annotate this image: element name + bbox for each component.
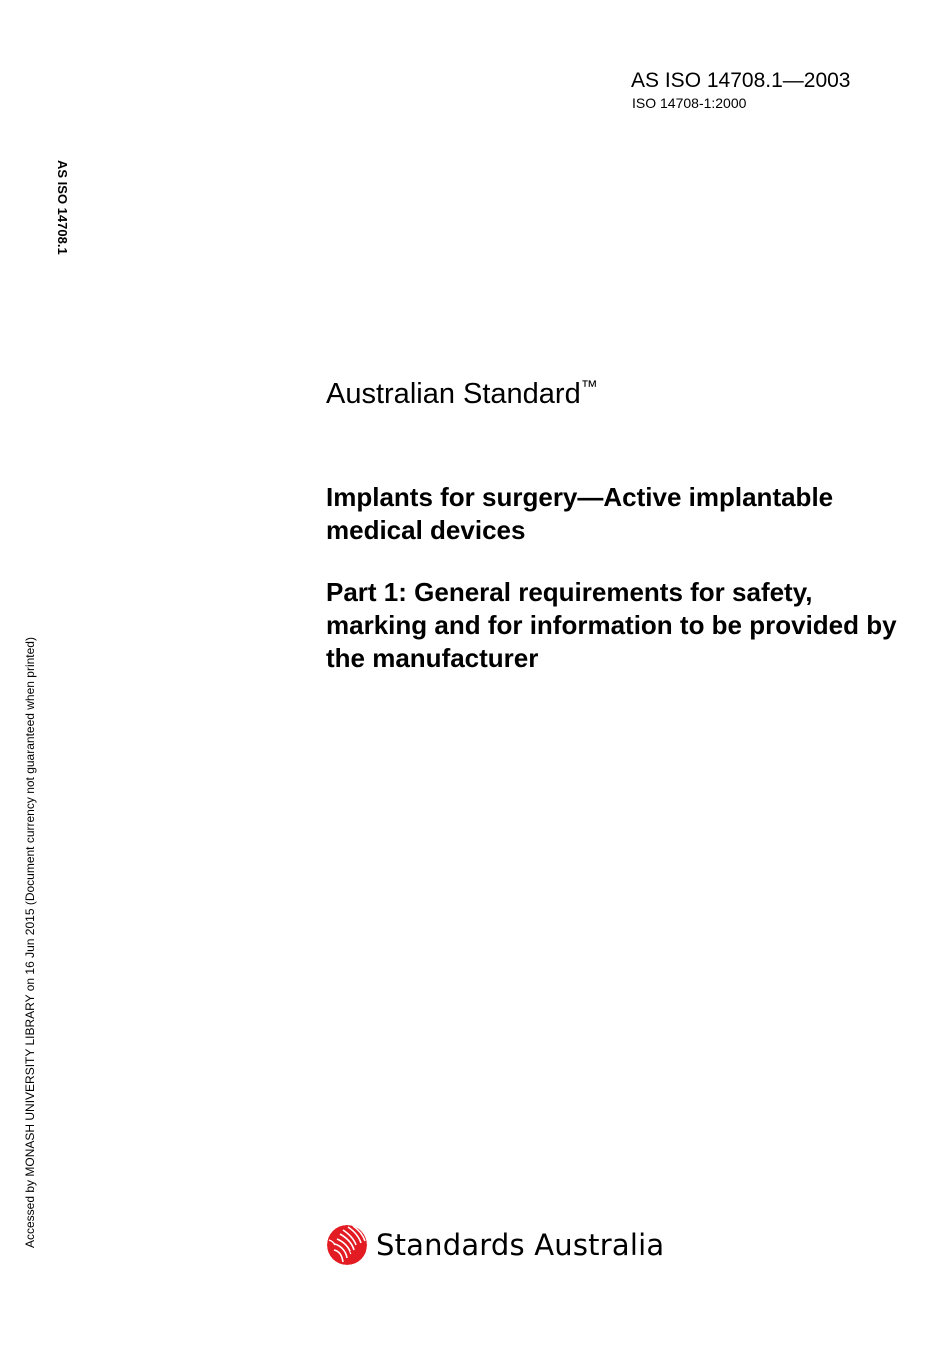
publisher-logo bbox=[326, 1222, 664, 1268]
document-title: Implants for surgery—Active implantable medical devices bbox=[326, 482, 834, 545]
iso-reference-number: ISO 14708-1:2000 bbox=[632, 95, 747, 111]
spine-label: AS ISO 14708.1 bbox=[55, 160, 70, 255]
document-number: AS ISO 14708.1—2003 bbox=[631, 69, 851, 92]
globe-logo-icon bbox=[326, 1224, 368, 1266]
standard-series bbox=[326, 376, 598, 412]
publisher-name: Standards Australia bbox=[376, 1228, 665, 1262]
series-name: Australian Standard bbox=[326, 378, 581, 410]
trademark-symbol: ™ bbox=[580, 377, 598, 396]
access-note: Accessed by MONASH UNIVERSITY LIBRARY on 16 Jun 2015 (Document currency not guaranteed when printed) bbox=[23, 637, 37, 1248]
document-subtitle: Part 1: General requirements for safety, marking and for information to be provided by the manufacturer bbox=[326, 577, 897, 673]
